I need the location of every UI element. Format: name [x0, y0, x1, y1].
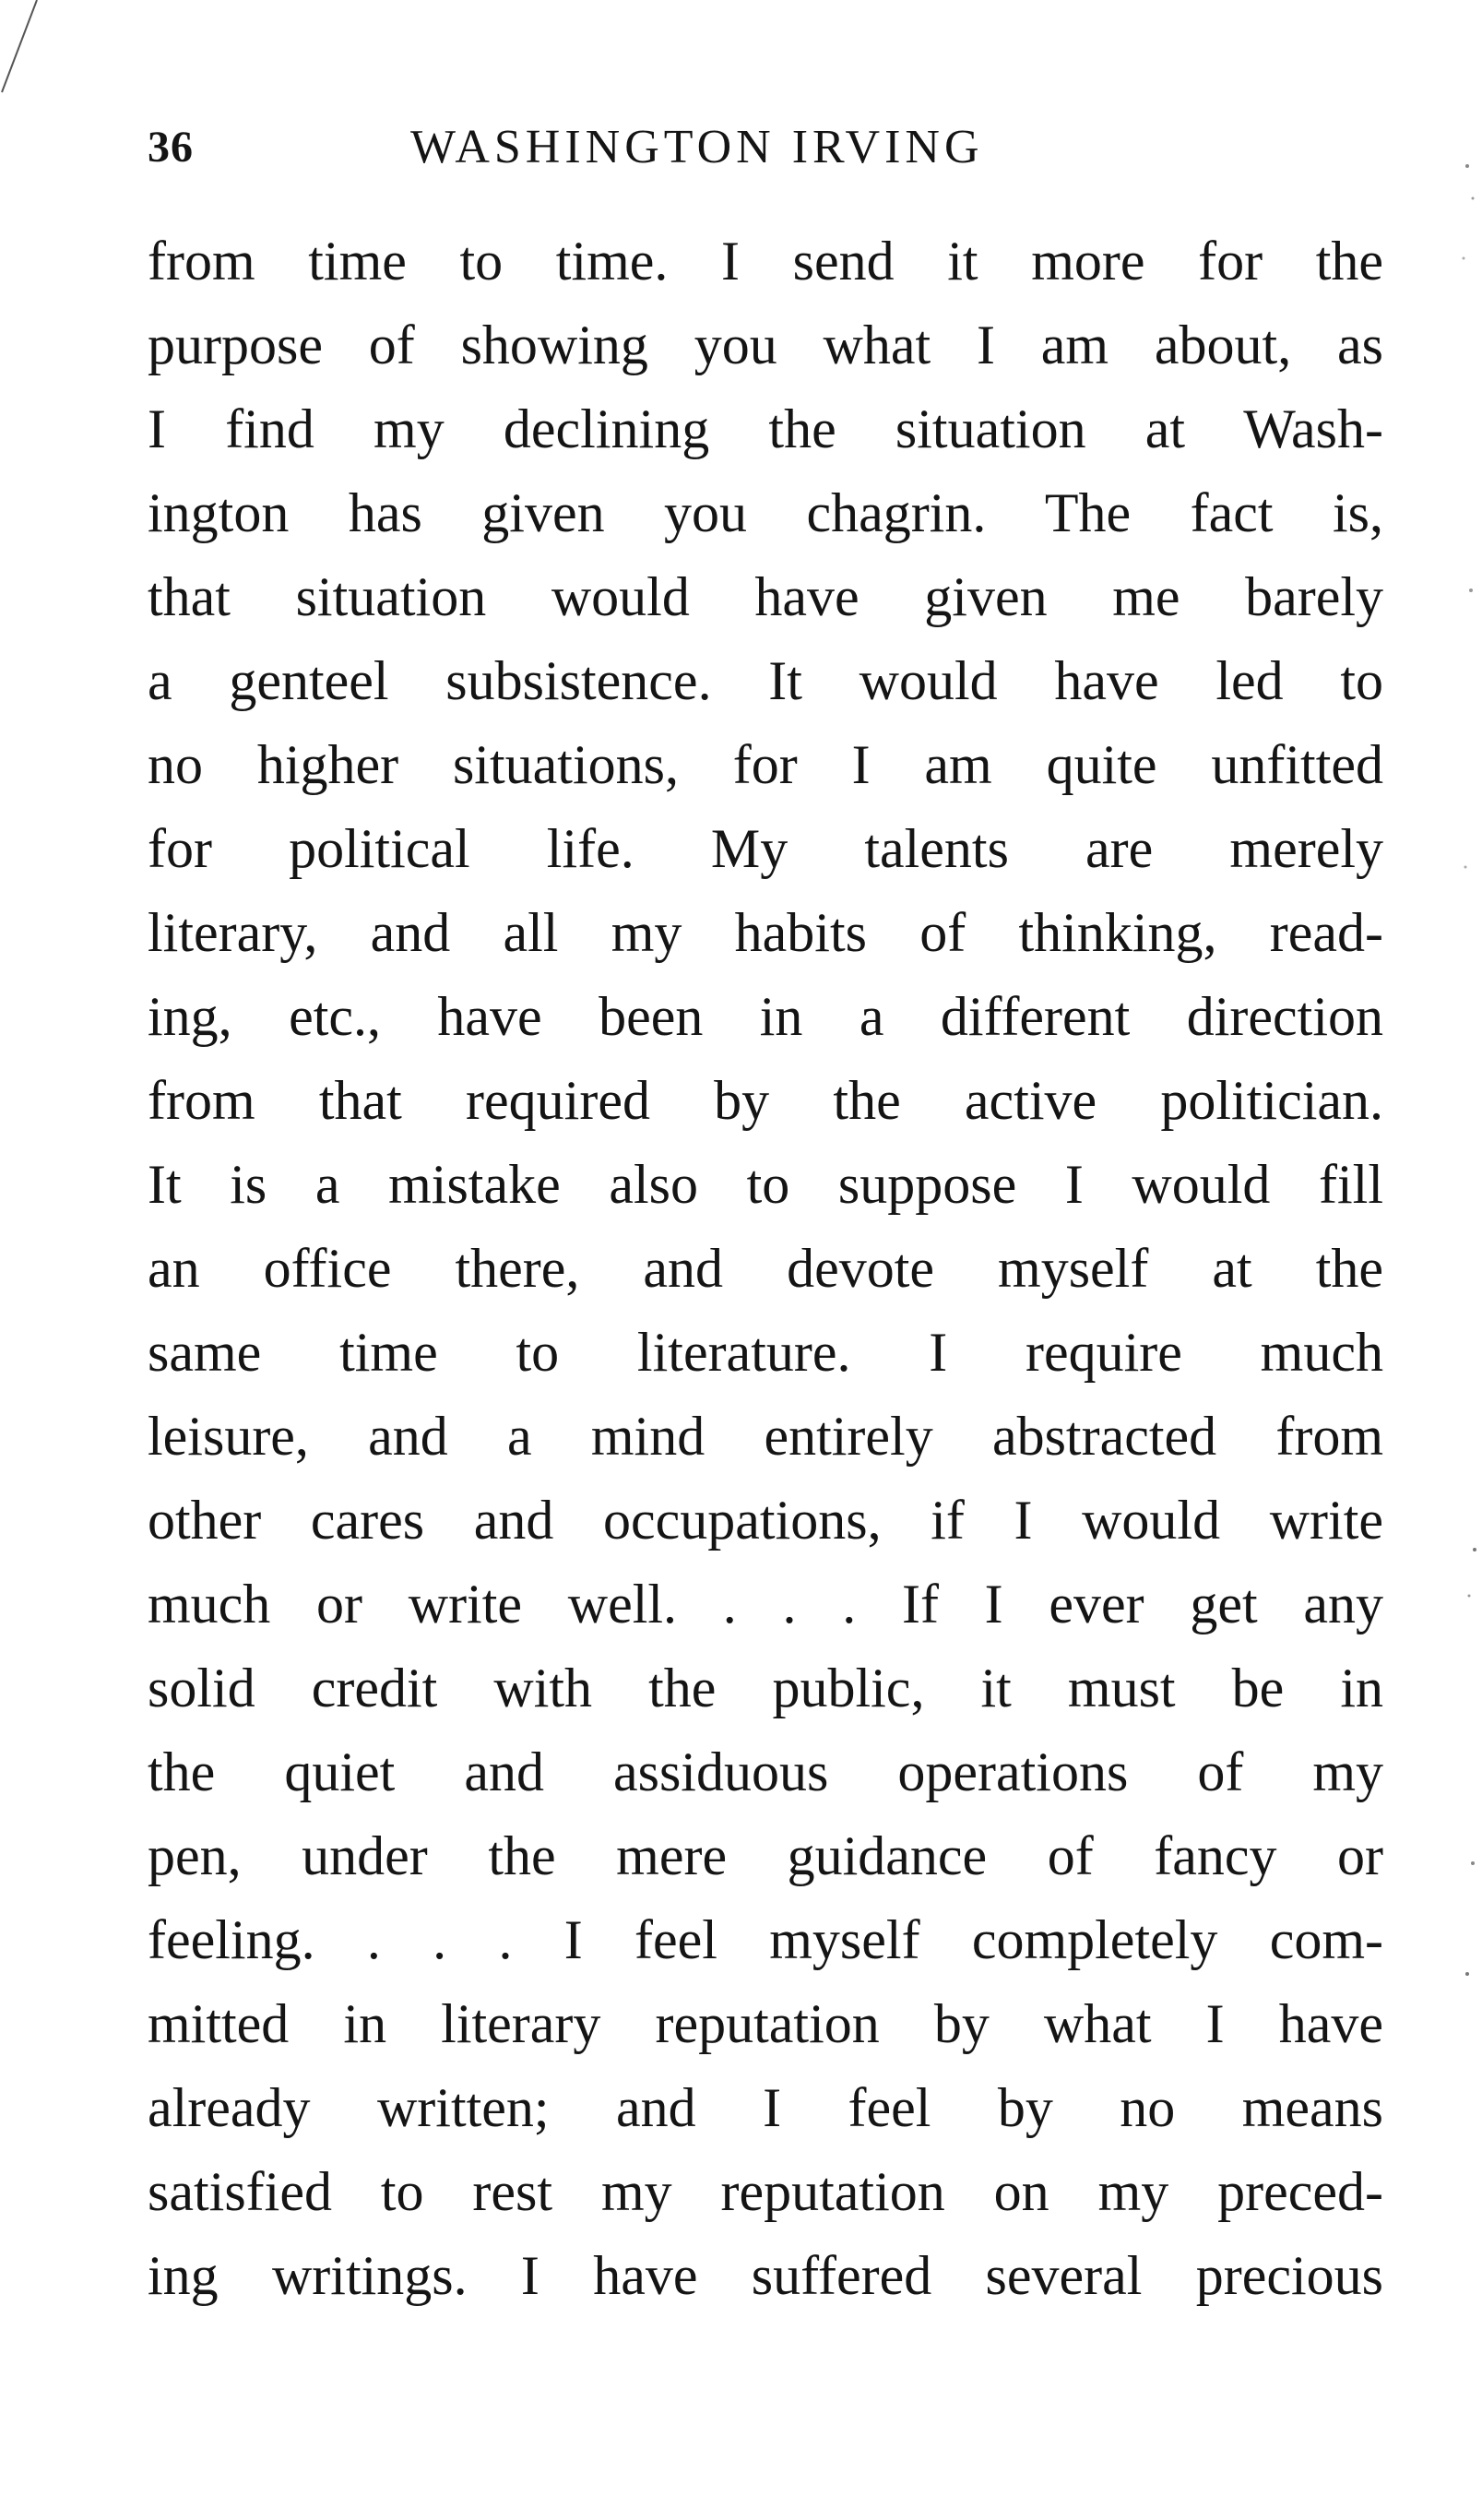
text-line: leisure, and a mind entirely abstracted from: [148, 1406, 1383, 1467]
page-body: [148, 220, 1383, 2318]
text-line: satisfied to rest my reputation on my preced-: [148, 2161, 1383, 2222]
text-line: I find my declining the situation at Wash-: [148, 398, 1383, 459]
text-line: pen, under the mere guidance of fancy or: [148, 1825, 1383, 1886]
text-line: ing, etc., have been in a different direction: [148, 986, 1383, 1047]
text-line: much or write well. . . . If I ever get any: [148, 1574, 1383, 1634]
running-head: WASHINGTON IRVING: [410, 121, 984, 173]
text-line: purpose of showing you what I am about, as: [148, 315, 1383, 375]
text-line: already written; and I feel by no means: [148, 2077, 1383, 2138]
text-line: the quiet and assiduous operations of my: [148, 1741, 1383, 1802]
text-line: literary, and all my habits of thinking, read-: [148, 902, 1383, 963]
text-line: solid credit with the public, it must be in: [148, 1658, 1383, 1718]
text-line: an office there, and devote myself at the: [148, 1238, 1383, 1299]
text-line: feeling. . . . I feel myself completely com-: [148, 1909, 1383, 1970]
page-header: [148, 113, 1131, 186]
text-line: that situation would have given me barely: [148, 566, 1383, 627]
text-line: ing writings. I have suffered several precious: [148, 2245, 1383, 2306]
pencil-mark: [0, 0, 55, 101]
text-line: from time to time. I send it more for the: [148, 231, 1383, 291]
text-line: a genteel subsistence. It would have led to: [148, 650, 1383, 711]
text-line: from that required by the active politician.: [148, 1070, 1383, 1131]
text-line: no higher situations, for I am quite unfitted: [148, 734, 1383, 795]
text-line: It is a mistake also to suppose I would fill: [148, 1154, 1383, 1215]
page-number: 36: [148, 123, 194, 172]
text-line: mitted in literary reputation by what I have: [148, 1993, 1383, 2054]
text-line: other cares and occupations, if I would write: [148, 1490, 1383, 1551]
text-line: ington has given you chagrin. The fact is,: [148, 482, 1383, 543]
text-line: same time to literature. I require much: [148, 1322, 1383, 1383]
scan-edge-speckle: [1454, 111, 1482, 2048]
text-line: for political life. My talents are merely: [148, 818, 1383, 879]
